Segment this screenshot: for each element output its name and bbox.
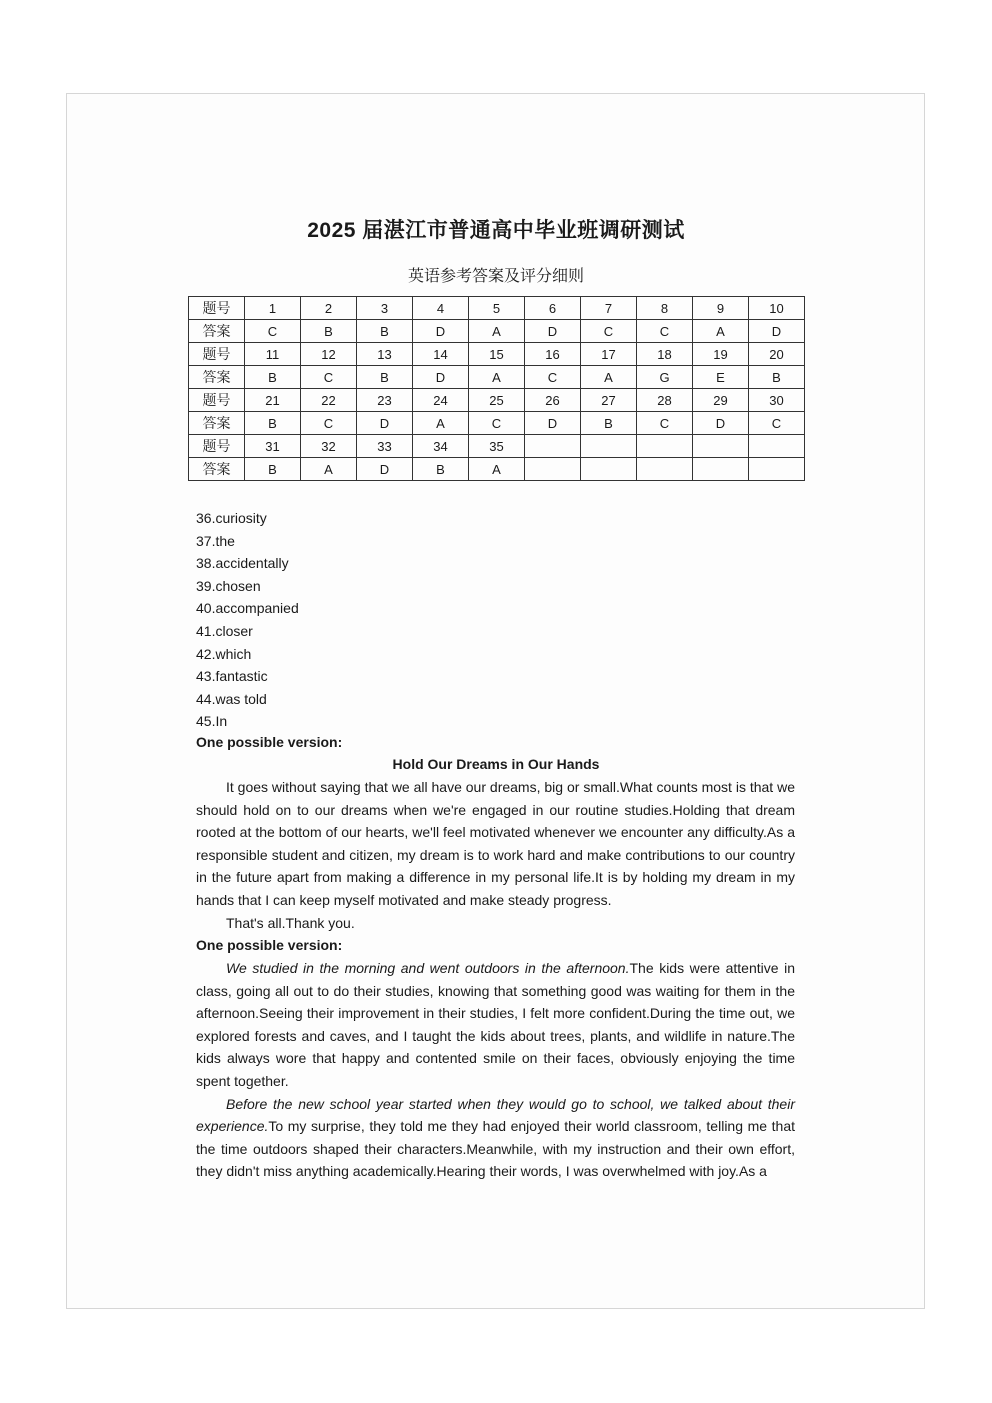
- essay-two: [196, 957, 795, 1183]
- answer-cell: G: [637, 366, 693, 389]
- question-number-cell: 25: [469, 389, 525, 412]
- answer-cell: D: [357, 412, 413, 435]
- answer-cell: A: [469, 458, 525, 481]
- page-title: 2025 届湛江市普通高中毕业班调研测试: [307, 219, 685, 242]
- answer-cell: A: [469, 320, 525, 343]
- fill-answer-item: 38.accidentally: [196, 555, 289, 572]
- question-number-cell: [581, 435, 637, 458]
- answer-cell: C: [301, 412, 357, 435]
- question-number-cell: 12: [301, 343, 357, 366]
- answer-cell: [693, 458, 749, 481]
- fill-answer-item: 41.closer: [196, 622, 253, 639]
- question-number-cell: 8: [637, 297, 693, 320]
- answer-row: [189, 366, 805, 389]
- answer-cell: C: [301, 366, 357, 389]
- question-number-cell: 1: [245, 297, 301, 320]
- question-number-cell: 20: [749, 343, 805, 366]
- question-number-cell: [749, 435, 805, 458]
- question-number-label: 题号: [189, 297, 245, 320]
- answer-cell: D: [525, 412, 581, 435]
- fill-answer-item: 37.the: [196, 532, 235, 549]
- question-number-cell: 2: [301, 297, 357, 320]
- fill-answer-item: 43.fantastic: [196, 668, 268, 685]
- answer-label: 答案: [189, 320, 245, 343]
- answer-cell: C: [637, 320, 693, 343]
- question-number-cell: 24: [413, 389, 469, 412]
- question-number-cell: 29: [693, 389, 749, 412]
- answer-row: [189, 412, 805, 435]
- answer-cell: [749, 458, 805, 481]
- answer-cell: D: [525, 320, 581, 343]
- answer-cell: C: [245, 320, 301, 343]
- question-number-row: [189, 389, 805, 412]
- question-number-cell: 4: [413, 297, 469, 320]
- question-number-cell: 35: [469, 435, 525, 458]
- answer-cell: A: [469, 366, 525, 389]
- essay-one: [196, 776, 795, 934]
- question-number-cell: 6: [525, 297, 581, 320]
- answer-row: [189, 320, 805, 343]
- question-number-cell: [693, 435, 749, 458]
- question-number-cell: 18: [637, 343, 693, 366]
- answer-label: 答案: [189, 412, 245, 435]
- answer-cell: [637, 458, 693, 481]
- fill-answer-item: 36.curiosity: [196, 510, 267, 526]
- question-number-cell: 10: [749, 297, 805, 320]
- essay-one-paragraph: It goes without saying that we all have our dreams, big or small.What counts most is that we should hold on to our dreams when we're engaged in our routine studies.Holding that dream rooted at the bottom of our hearts, we'll feel motivated whenever we encounter any difficulty.As a responsible student and citizen, my dream is to work hard and make contributions to our country in the future apart from making a difference in my personal life.It is by holding my dream in my hands that I can keep myself motivated and make steady progress.: [196, 779, 795, 908]
- question-number-row: [189, 343, 805, 366]
- essay-two-p1-opening: We studied in the morning and went outdoors in the afternoon.: [226, 960, 630, 976]
- answer-cell: A: [693, 320, 749, 343]
- answer-cell: D: [357, 458, 413, 481]
- question-number-cell: 13: [357, 343, 413, 366]
- question-number-cell: 34: [413, 435, 469, 458]
- question-number-cell: [637, 435, 693, 458]
- question-number-cell: 17: [581, 343, 637, 366]
- answer-cell: D: [413, 366, 469, 389]
- writing1-label: One possible version:: [196, 734, 343, 750]
- question-number-cell: 5: [469, 297, 525, 320]
- question-number-row: [189, 297, 805, 320]
- essay-two-paragraph-2: [196, 1093, 795, 1183]
- question-number-cell: 26: [525, 389, 581, 412]
- fill-answer-item: 39.chosen: [196, 577, 261, 594]
- answer-cell: B: [413, 458, 469, 481]
- essay-two-p1-text: The kids were attentive in class, going all out to do their studies, knowing that something good was waiting for them in the afternoon.Seeing their improvement in their studies, I felt more confident.During the time out, we explored forests and caves, and I taught the kids about trees, plants, and wildlife in nature.The kids always wore that happy and contented smile on their faces, obviously enjoying the time spent together.: [196, 960, 796, 1089]
- essay-two-p2-text: To my surprise, they told me they had enjoyed their world classroom, telling me that the time outdoors shaped their characters.Meanwhile, with my instruction and their own effort, they didn't miss anything academically.Hearing their words, I was overwhelmed with joy.As a: [196, 1118, 795, 1180]
- answer-cell: B: [749, 366, 805, 389]
- question-number-cell: 28: [637, 389, 693, 412]
- question-number-cell: 22: [301, 389, 357, 412]
- question-number-cell: [525, 435, 581, 458]
- question-number-cell: 32: [301, 435, 357, 458]
- question-number-cell: 33: [357, 435, 413, 458]
- question-number-cell: 11: [245, 343, 301, 366]
- answer-cell: C: [525, 366, 581, 389]
- question-number-cell: 9: [693, 297, 749, 320]
- question-number-cell: 30: [749, 389, 805, 412]
- page-subtitle: 英语参考答案及评分细则: [407, 268, 584, 285]
- answer-cell: C: [749, 412, 805, 435]
- question-number-row: [189, 435, 805, 458]
- answer-cell: D: [693, 412, 749, 435]
- answer-cell: D: [749, 320, 805, 343]
- question-number-cell: 23: [357, 389, 413, 412]
- question-number-cell: 27: [581, 389, 637, 412]
- answer-cell: C: [581, 320, 637, 343]
- answer-cell: A: [581, 366, 637, 389]
- essay-two-p2-opening: Before the new school year started when they would go to school, we talked about their experience.: [196, 1095, 795, 1135]
- fill-answer-list: [196, 507, 299, 733]
- answer-cell: B: [301, 320, 357, 343]
- answer-cell: E: [693, 366, 749, 389]
- fill-answer-item: 44.was told: [196, 690, 267, 707]
- answer-cell: B: [245, 412, 301, 435]
- essay-one-closing: That's all.Thank you.: [226, 914, 355, 931]
- answer-label: 答案: [189, 366, 245, 389]
- question-number-cell: 19: [693, 343, 749, 366]
- answer-cell: D: [413, 320, 469, 343]
- answer-cell: C: [469, 412, 525, 435]
- fill-answer-item: 40.accompanied: [196, 600, 299, 617]
- answer-cell: A: [413, 412, 469, 435]
- question-number-cell: 7: [581, 297, 637, 320]
- essay-title: Hold Our Dreams in Our Hands: [392, 756, 600, 772]
- question-number-cell: 15: [469, 343, 525, 366]
- question-number-label: 题号: [189, 343, 245, 366]
- answer-cell: B: [245, 366, 301, 389]
- answer-cell: [581, 458, 637, 481]
- question-number-cell: 21: [245, 389, 301, 412]
- essay-two-paragraph-1: [196, 957, 795, 1093]
- answer-cell: [525, 458, 581, 481]
- writing2-label: One possible version:: [196, 937, 343, 953]
- answer-cell: A: [301, 458, 357, 481]
- answer-cell: C: [637, 412, 693, 435]
- question-number-cell: 16: [525, 343, 581, 366]
- question-number-cell: 31: [245, 435, 301, 458]
- answer-cell: B: [581, 412, 637, 435]
- question-number-cell: 14: [413, 343, 469, 366]
- answer-cell: B: [357, 366, 413, 389]
- answer-cell: B: [357, 320, 413, 343]
- answer-table: [188, 296, 805, 481]
- fill-answer-item: 42.which: [196, 645, 252, 662]
- question-number-label: 题号: [189, 435, 245, 458]
- answer-cell: B: [245, 458, 301, 481]
- answer-row: [189, 458, 805, 481]
- question-number-cell: 3: [357, 297, 413, 320]
- fill-answer-item: 45.In: [196, 713, 228, 730]
- question-number-label: 题号: [189, 389, 245, 412]
- answer-label: 答案: [189, 458, 245, 481]
